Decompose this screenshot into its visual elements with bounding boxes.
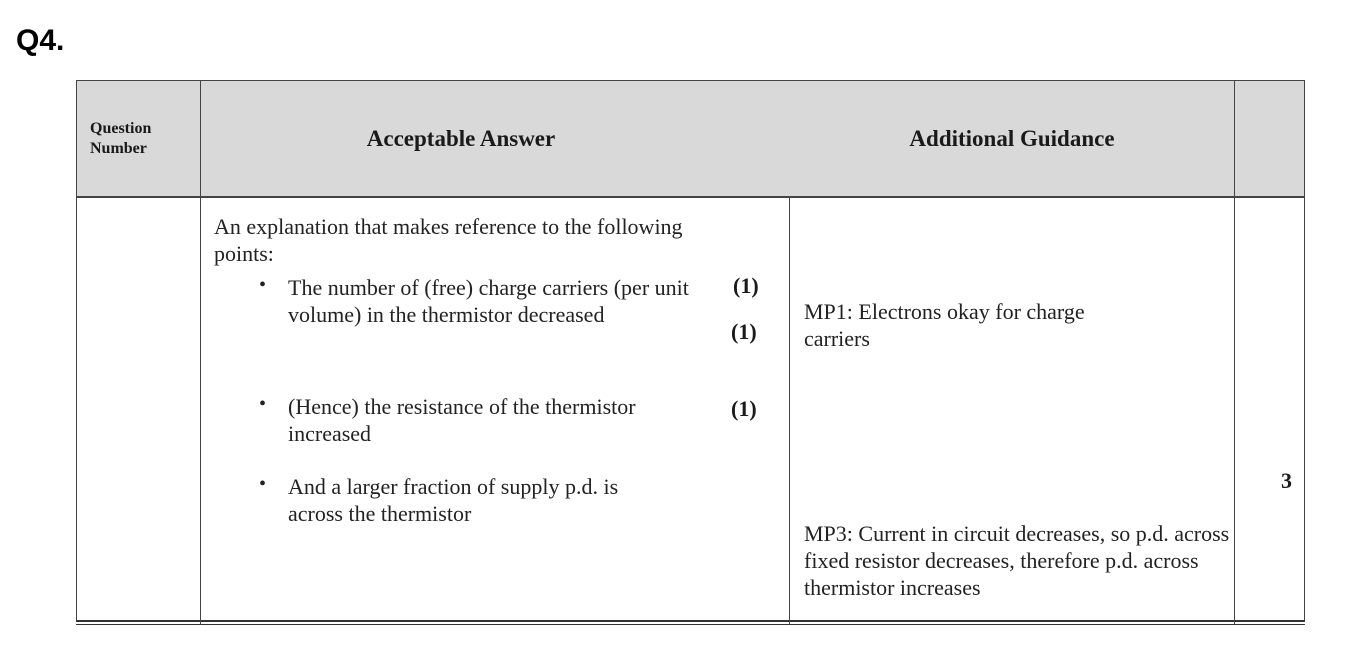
bullet-point-1-marker: •	[259, 274, 267, 296]
header-acceptable-answer: Acceptable Answer	[366, 125, 556, 151]
point-1-mark-a: (1)	[733, 273, 759, 298]
answer-point-1: The number of (free) charge carriers (per unit volume) in the thermistor decreased	[288, 275, 689, 327]
point-2-mark: (1)	[731, 396, 757, 421]
total-marks: 3	[1281, 468, 1292, 493]
point-1-mark-b: (1)	[731, 319, 757, 344]
mark-scheme-table	[76, 80, 1305, 625]
answer-point-2: (Hence) the resistance of the thermistor increased	[288, 394, 636, 446]
table-border-bottom-double	[76, 624, 1305, 625]
bullet-point-3-marker: •	[259, 473, 267, 495]
header-divider	[76, 196, 1305, 198]
header-additional-guidance: Additional Guidance	[909, 125, 1115, 151]
guidance-mp1: MP1: Electrons okay for charge carriers	[804, 299, 1085, 351]
header-question-number: Question Number	[90, 119, 152, 157]
table-border-bottom	[76, 620, 1305, 622]
column-divider-answer-guidance	[789, 198, 790, 625]
answer-intro: An explanation that makes reference to the following points:	[214, 214, 683, 266]
question-label: Q4.	[16, 24, 65, 57]
table-border-left	[76, 80, 77, 621]
guidance-mp3: MP3: Current in circuit decreases, so p.d. across fixed resistor decreases, therefore p.d. across thermistor increases	[804, 521, 1230, 600]
bullet-point-2-marker: •	[259, 393, 267, 415]
answer-point-3: And a larger fraction of supply p.d. is across the thermistor	[288, 474, 619, 526]
table-border-right	[1304, 80, 1305, 621]
column-divider-marks	[1234, 80, 1235, 625]
